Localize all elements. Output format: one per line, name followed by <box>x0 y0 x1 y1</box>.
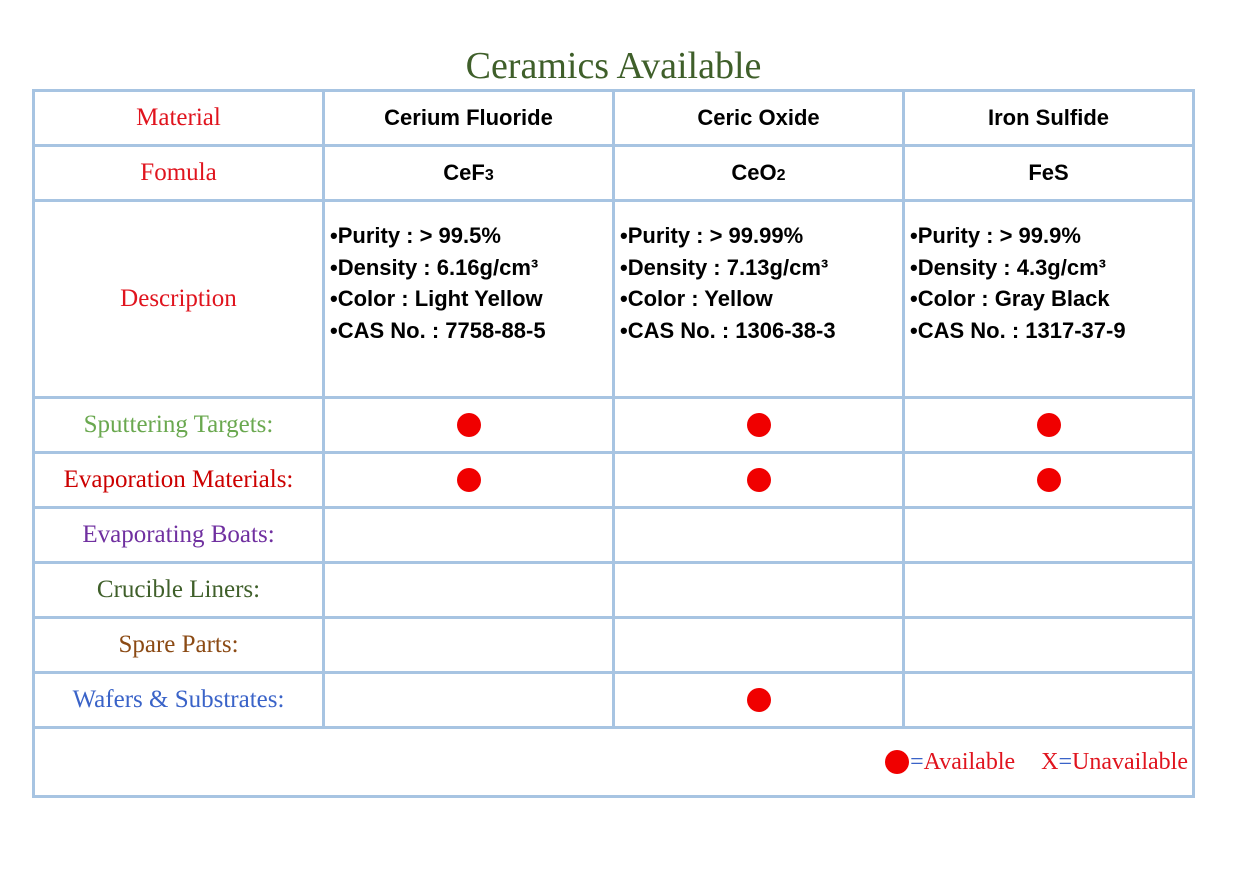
availability-cell <box>324 673 614 728</box>
availability-cell <box>324 618 614 673</box>
row-label-cell <box>34 563 324 618</box>
material-row <box>34 91 1194 146</box>
legend <box>885 749 1188 776</box>
row-label-cell <box>34 453 324 508</box>
availability-cell <box>614 508 904 563</box>
availability-cell <box>324 453 614 508</box>
row-label-cell <box>34 146 324 201</box>
availability-cell <box>614 673 904 728</box>
row-label-cell <box>34 673 324 728</box>
legend-cell <box>34 728 1194 797</box>
feature-row <box>34 508 1194 563</box>
availability-cell <box>904 508 1194 563</box>
availability-cell <box>324 508 614 563</box>
cas-item: •CAS No. : 1317-37-9 <box>910 317 1126 343</box>
row-label-material: Material <box>136 104 221 131</box>
feature-rows <box>34 398 1194 728</box>
legend-available-text: Available <box>923 748 1016 775</box>
material-name: Iron Sulfide <box>904 91 1194 146</box>
available-dot-icon <box>457 413 481 437</box>
feature-label: Wafers & Substrates: <box>72 686 285 713</box>
available-dot-icon <box>747 413 771 437</box>
availability-cell <box>324 398 614 453</box>
legend-equals: = <box>1058 748 1073 775</box>
formula-text: CeF <box>443 160 485 185</box>
density-item: •Density : 4.3g/cm³ <box>910 254 1106 280</box>
purity-item: •Purity : > 99.5% <box>330 223 501 248</box>
property-list <box>905 220 1192 346</box>
row-label-cell <box>34 618 324 673</box>
purity-item: •Purity : > 99.99% <box>620 223 804 248</box>
feature-row <box>34 453 1194 508</box>
description-cell <box>324 201 614 398</box>
legend-row <box>34 728 1194 797</box>
availability-cell <box>904 453 1194 508</box>
formula-row <box>34 146 1194 201</box>
row-label-cell <box>34 91 324 146</box>
material-name: Cerium Fluoride <box>324 91 614 146</box>
availability-cell <box>614 398 904 453</box>
row-label-cell <box>34 201 324 398</box>
description-row <box>34 201 1194 398</box>
availability-cell <box>614 563 904 618</box>
description-cell <box>904 201 1194 398</box>
available-dot-icon <box>1037 413 1061 437</box>
property-list <box>325 220 612 346</box>
cas-item: •CAS No. : 7758-88-5 <box>330 317 546 343</box>
formula-text: FeS <box>1028 160 1069 185</box>
availability-cell <box>904 563 1194 618</box>
feature-row <box>34 673 1194 728</box>
cas-item: •CAS No. : 1306-38-3 <box>620 317 836 343</box>
availability-cell <box>904 398 1194 453</box>
feature-row <box>34 618 1194 673</box>
legend-equals: = <box>910 748 924 775</box>
ceramics-table <box>32 89 1195 798</box>
color-item: •Color : Light Yellow <box>330 286 543 311</box>
available-dot-icon <box>747 688 771 712</box>
availability-cell <box>614 453 904 508</box>
available-dot-icon <box>457 468 481 492</box>
description-cell <box>614 201 904 398</box>
feature-label: Evaporating Boats: <box>82 521 275 548</box>
purity-item: •Purity : > 99.9% <box>910 223 1081 248</box>
row-label-cell <box>34 398 324 453</box>
formula-cell <box>614 146 904 201</box>
feature-label: Evaporation Materials: <box>63 466 294 493</box>
page-title: Ceramics Available <box>465 45 762 87</box>
formula-subscript: 3 <box>484 167 494 184</box>
available-dot-icon <box>747 468 771 492</box>
feature-label: Sputtering Targets: <box>83 411 274 438</box>
formula-cell <box>324 146 614 201</box>
feature-row <box>34 563 1194 618</box>
availability-cell <box>324 563 614 618</box>
row-label-formula: Fomula <box>140 159 217 186</box>
availability-cell <box>614 618 904 673</box>
feature-label: Crucible Liners: <box>96 576 261 603</box>
feature-row <box>34 398 1194 453</box>
formula-cell <box>904 146 1194 201</box>
legend-unavailable-text: Unavailable <box>1072 748 1188 775</box>
formula-text: CeO <box>731 160 777 185</box>
availability-cell <box>904 673 1194 728</box>
color-item: •Color : Yellow <box>620 286 773 311</box>
density-item: •Density : 7.13g/cm³ <box>620 254 829 280</box>
available-dot-icon <box>1037 468 1061 492</box>
unavailable-x-icon: X <box>1041 748 1059 775</box>
available-dot-icon <box>885 750 909 774</box>
row-label-description: Description <box>120 285 237 312</box>
feature-label: Spare Parts: <box>118 631 239 658</box>
availability-cell <box>904 618 1194 673</box>
density-item: •Density : 6.16g/cm³ <box>330 254 539 280</box>
property-list <box>615 220 902 346</box>
formula-subscript: 2 <box>776 167 786 184</box>
color-item: •Color : Gray Black <box>910 286 1110 311</box>
row-label-cell <box>34 508 324 563</box>
material-name: Ceric Oxide <box>614 91 904 146</box>
